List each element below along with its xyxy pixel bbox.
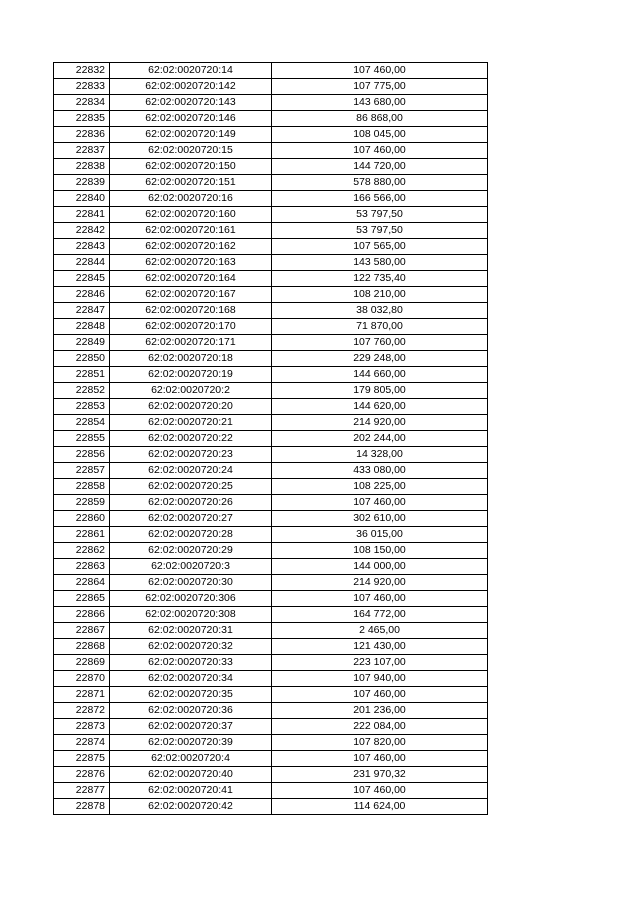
value-cell: 214 920,00 [272, 415, 488, 431]
row-number-cell: 22851 [54, 367, 110, 383]
table-row [54, 479, 488, 495]
cadastral-number-cell: 62:02:0020720:33 [110, 655, 272, 671]
row-number-cell: 22835 [54, 111, 110, 127]
value-cell: 229 248,00 [272, 351, 488, 367]
table-row [54, 143, 488, 159]
cadastral-number-cell: 62:02:0020720:26 [110, 495, 272, 511]
cadastral-number-cell: 62:02:0020720:20 [110, 399, 272, 415]
cadastral-number-cell: 62:02:0020720:36 [110, 703, 272, 719]
value-cell: 201 236,00 [272, 703, 488, 719]
table-row [54, 767, 488, 783]
table-row [54, 639, 488, 655]
value-cell: 107 820,00 [272, 735, 488, 751]
row-number-cell: 22834 [54, 95, 110, 111]
table-row [54, 607, 488, 623]
row-number-cell: 22878 [54, 799, 110, 815]
cadastral-number-cell: 62:02:0020720:161 [110, 223, 272, 239]
cadastral-number-cell: 62:02:0020720:4 [110, 751, 272, 767]
cadastral-number-cell: 62:02:0020720:2 [110, 383, 272, 399]
table-row [54, 79, 488, 95]
row-number-cell: 22841 [54, 207, 110, 223]
row-number-cell: 22847 [54, 303, 110, 319]
row-number-cell: 22863 [54, 559, 110, 575]
value-cell: 71 870,00 [272, 319, 488, 335]
row-number-cell: 22853 [54, 399, 110, 415]
table-row [54, 463, 488, 479]
row-number-cell: 22844 [54, 255, 110, 271]
value-cell: 143 580,00 [272, 255, 488, 271]
cadastral-number-cell: 62:02:0020720:151 [110, 175, 272, 191]
cadastral-number-cell: 62:02:0020720:14 [110, 63, 272, 79]
value-cell: 86 868,00 [272, 111, 488, 127]
row-number-cell: 22862 [54, 543, 110, 559]
table-row [54, 671, 488, 687]
value-cell: 202 244,00 [272, 431, 488, 447]
cadastral-number-cell: 62:02:0020720:308 [110, 607, 272, 623]
row-number-cell: 22838 [54, 159, 110, 175]
value-cell: 107 460,00 [272, 495, 488, 511]
table-row [54, 111, 488, 127]
row-number-cell: 22856 [54, 447, 110, 463]
cadastral-number-cell: 62:02:0020720:170 [110, 319, 272, 335]
row-number-cell: 22871 [54, 687, 110, 703]
cadastral-number-cell: 62:02:0020720:34 [110, 671, 272, 687]
value-cell: 122 735,40 [272, 271, 488, 287]
cadastral-number-cell: 62:02:0020720:24 [110, 463, 272, 479]
cadastral-number-cell: 62:02:0020720:18 [110, 351, 272, 367]
value-cell: 2 465,00 [272, 623, 488, 639]
value-cell: 433 080,00 [272, 463, 488, 479]
row-number-cell: 22855 [54, 431, 110, 447]
cadastral-number-cell: 62:02:0020720:39 [110, 735, 272, 751]
cadastral-number-cell: 62:02:0020720:40 [110, 767, 272, 783]
table-row [54, 447, 488, 463]
cadastral-number-cell: 62:02:0020720:16 [110, 191, 272, 207]
row-number-cell: 22850 [54, 351, 110, 367]
table-row [54, 591, 488, 607]
row-number-cell: 22876 [54, 767, 110, 783]
value-cell: 107 460,00 [272, 687, 488, 703]
table-row [54, 351, 488, 367]
cadastral-number-cell: 62:02:0020720:25 [110, 479, 272, 495]
table-row [54, 655, 488, 671]
value-cell: 107 460,00 [272, 751, 488, 767]
row-number-cell: 22833 [54, 79, 110, 95]
row-number-cell: 22873 [54, 719, 110, 735]
cadastral-number-cell: 62:02:0020720:22 [110, 431, 272, 447]
document-page [53, 62, 487, 815]
cadastral-number-cell: 62:02:0020720:163 [110, 255, 272, 271]
table-row [54, 799, 488, 815]
row-number-cell: 22852 [54, 383, 110, 399]
row-number-cell: 22857 [54, 463, 110, 479]
cadastral-number-cell: 62:02:0020720:41 [110, 783, 272, 799]
table-row [54, 511, 488, 527]
row-number-cell: 22854 [54, 415, 110, 431]
table-row [54, 415, 488, 431]
value-cell: 53 797,50 [272, 223, 488, 239]
value-cell: 144 720,00 [272, 159, 488, 175]
row-number-cell: 22858 [54, 479, 110, 495]
value-cell: 107 460,00 [272, 63, 488, 79]
row-number-cell: 22875 [54, 751, 110, 767]
cadastral-number-cell: 62:02:0020720:35 [110, 687, 272, 703]
value-cell: 231 970,32 [272, 767, 488, 783]
row-number-cell: 22872 [54, 703, 110, 719]
cadastral-number-cell: 62:02:0020720:142 [110, 79, 272, 95]
row-number-cell: 22839 [54, 175, 110, 191]
cadastral-number-cell: 62:02:0020720:306 [110, 591, 272, 607]
value-cell: 578 880,00 [272, 175, 488, 191]
table-row [54, 175, 488, 191]
cadastral-number-cell: 62:02:0020720:168 [110, 303, 272, 319]
cadastral-number-cell: 62:02:0020720:3 [110, 559, 272, 575]
table-row [54, 303, 488, 319]
table-row [54, 223, 488, 239]
row-number-cell: 22865 [54, 591, 110, 607]
value-cell: 108 225,00 [272, 479, 488, 495]
table-row [54, 575, 488, 591]
cadastral-number-cell: 62:02:0020720:28 [110, 527, 272, 543]
table-row [54, 703, 488, 719]
table-row [54, 287, 488, 303]
cadastral-number-cell: 62:02:0020720:171 [110, 335, 272, 351]
value-cell: 107 460,00 [272, 783, 488, 799]
value-cell: 144 000,00 [272, 559, 488, 575]
value-cell: 144 620,00 [272, 399, 488, 415]
cadastral-number-cell: 62:02:0020720:150 [110, 159, 272, 175]
row-number-cell: 22842 [54, 223, 110, 239]
value-cell: 164 772,00 [272, 607, 488, 623]
table-row [54, 431, 488, 447]
table-row [54, 335, 488, 351]
table-row [54, 127, 488, 143]
table-row [54, 399, 488, 415]
row-number-cell: 22849 [54, 335, 110, 351]
table-row [54, 383, 488, 399]
value-cell: 107 460,00 [272, 143, 488, 159]
value-cell: 214 920,00 [272, 575, 488, 591]
table-body [54, 63, 488, 815]
table-row [54, 159, 488, 175]
table-row [54, 543, 488, 559]
cadastral-number-cell: 62:02:0020720:27 [110, 511, 272, 527]
value-cell: 166 566,00 [272, 191, 488, 207]
value-cell: 107 940,00 [272, 671, 488, 687]
table-row [54, 783, 488, 799]
value-cell: 121 430,00 [272, 639, 488, 655]
cadastral-number-cell: 62:02:0020720:32 [110, 639, 272, 655]
row-number-cell: 22860 [54, 511, 110, 527]
cadastral-number-cell: 62:02:0020720:37 [110, 719, 272, 735]
value-cell: 108 045,00 [272, 127, 488, 143]
value-cell: 223 107,00 [272, 655, 488, 671]
cadastral-number-cell: 62:02:0020720:160 [110, 207, 272, 223]
table-row [54, 95, 488, 111]
value-cell: 107 565,00 [272, 239, 488, 255]
table-row [54, 735, 488, 751]
row-number-cell: 22868 [54, 639, 110, 655]
row-number-cell: 22877 [54, 783, 110, 799]
row-number-cell: 22864 [54, 575, 110, 591]
row-number-cell: 22867 [54, 623, 110, 639]
row-number-cell: 22845 [54, 271, 110, 287]
value-cell: 222 084,00 [272, 719, 488, 735]
row-number-cell: 22869 [54, 655, 110, 671]
table-row [54, 687, 488, 703]
table-row [54, 191, 488, 207]
value-cell: 53 797,50 [272, 207, 488, 223]
row-number-cell: 22846 [54, 287, 110, 303]
row-number-cell: 22832 [54, 63, 110, 79]
row-number-cell: 22859 [54, 495, 110, 511]
table-row [54, 559, 488, 575]
table-row [54, 623, 488, 639]
value-cell: 14 328,00 [272, 447, 488, 463]
cadastral-number-cell: 62:02:0020720:31 [110, 623, 272, 639]
cadastral-number-cell: 62:02:0020720:149 [110, 127, 272, 143]
value-cell: 302 610,00 [272, 511, 488, 527]
value-cell: 108 150,00 [272, 543, 488, 559]
cadastral-value-table [53, 62, 488, 815]
cadastral-number-cell: 62:02:0020720:164 [110, 271, 272, 287]
value-cell: 144 660,00 [272, 367, 488, 383]
cadastral-number-cell: 62:02:0020720:30 [110, 575, 272, 591]
value-cell: 108 210,00 [272, 287, 488, 303]
value-cell: 36 015,00 [272, 527, 488, 543]
cadastral-number-cell: 62:02:0020720:21 [110, 415, 272, 431]
cadastral-number-cell: 62:02:0020720:23 [110, 447, 272, 463]
row-number-cell: 22840 [54, 191, 110, 207]
row-number-cell: 22848 [54, 319, 110, 335]
cadastral-number-cell: 62:02:0020720:19 [110, 367, 272, 383]
table-row [54, 367, 488, 383]
cadastral-number-cell: 62:02:0020720:42 [110, 799, 272, 815]
table-row [54, 751, 488, 767]
cadastral-number-cell: 62:02:0020720:143 [110, 95, 272, 111]
table-row [54, 63, 488, 79]
cadastral-number-cell: 62:02:0020720:29 [110, 543, 272, 559]
row-number-cell: 22874 [54, 735, 110, 751]
cadastral-number-cell: 62:02:0020720:15 [110, 143, 272, 159]
row-number-cell: 22861 [54, 527, 110, 543]
table-row [54, 239, 488, 255]
table-row [54, 719, 488, 735]
row-number-cell: 22836 [54, 127, 110, 143]
value-cell: 143 680,00 [272, 95, 488, 111]
row-number-cell: 22866 [54, 607, 110, 623]
row-number-cell: 22837 [54, 143, 110, 159]
table-row [54, 255, 488, 271]
value-cell: 179 805,00 [272, 383, 488, 399]
cadastral-number-cell: 62:02:0020720:162 [110, 239, 272, 255]
row-number-cell: 22870 [54, 671, 110, 687]
cadastral-number-cell: 62:02:0020720:146 [110, 111, 272, 127]
table-row [54, 495, 488, 511]
table-row [54, 207, 488, 223]
cadastral-number-cell: 62:02:0020720:167 [110, 287, 272, 303]
row-number-cell: 22843 [54, 239, 110, 255]
value-cell: 38 032,80 [272, 303, 488, 319]
value-cell: 107 460,00 [272, 591, 488, 607]
table-row [54, 271, 488, 287]
table-row [54, 527, 488, 543]
value-cell: 114 624,00 [272, 799, 488, 815]
value-cell: 107 775,00 [272, 79, 488, 95]
value-cell: 107 760,00 [272, 335, 488, 351]
table-row [54, 319, 488, 335]
